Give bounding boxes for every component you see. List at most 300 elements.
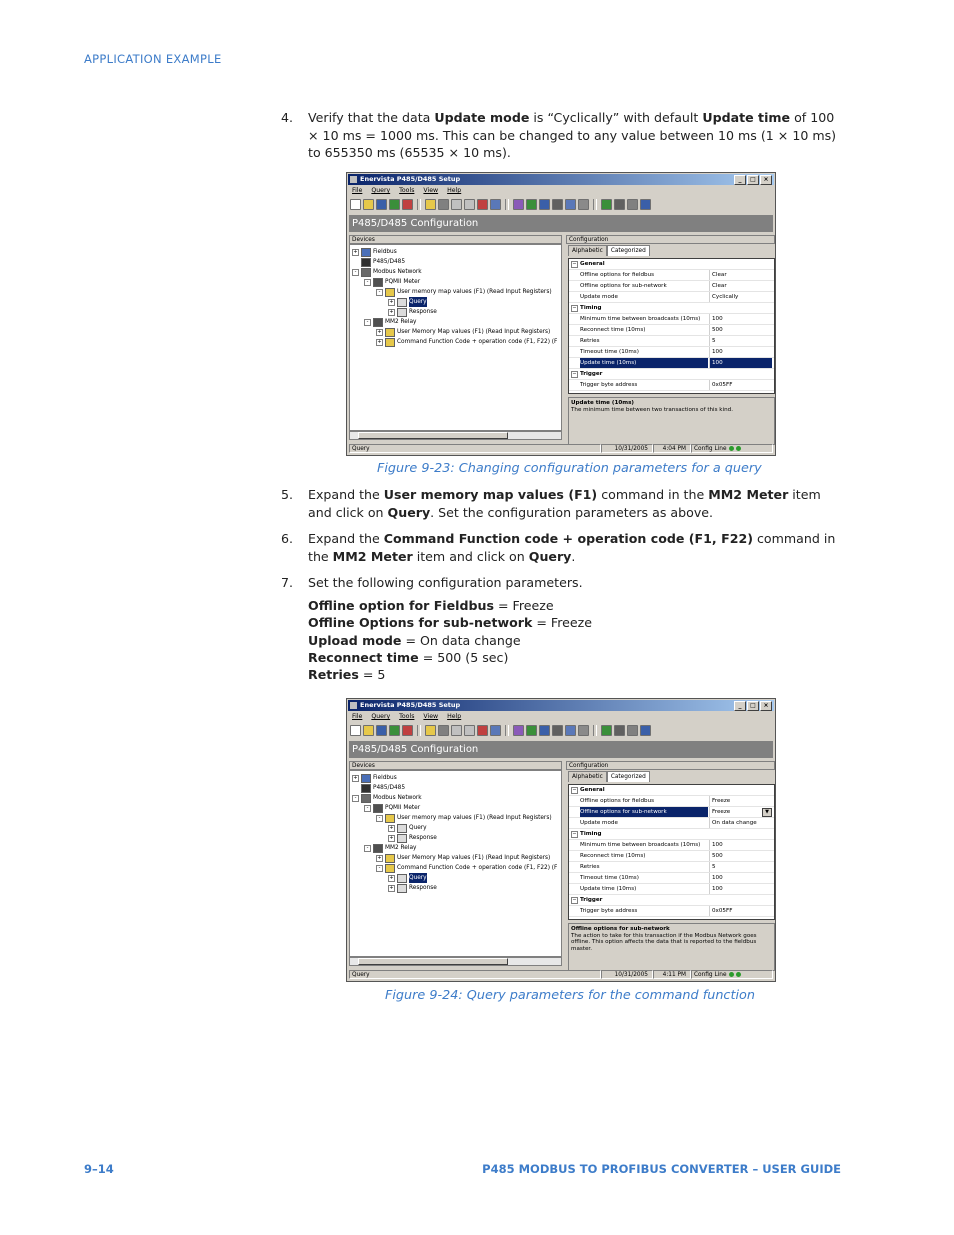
property-value[interactable]: Clear: [709, 281, 772, 291]
description-text: The action to take for this transaction if the Modbus Network goes offline. This option affects the data that is reported to the fieldbus master.: [571, 932, 757, 952]
property-value[interactable]: Clear: [709, 270, 772, 280]
page-number: 9–14: [84, 1162, 114, 1176]
envelope-icon: [397, 874, 407, 883]
collapse-icon[interactable]: −: [572, 831, 577, 837]
property-row[interactable]: [569, 380, 774, 391]
tab-categorized[interactable]: Categorized: [607, 771, 650, 782]
tree-node-label: Query: [409, 825, 427, 831]
bold-term: MM2 Meter: [708, 487, 789, 502]
property-row[interactable]: [569, 818, 774, 829]
text-run: Verify that the data: [308, 110, 435, 125]
tab-categorized[interactable]: Categorized: [607, 245, 650, 256]
envelope-icon: [397, 308, 407, 317]
network-icon: [361, 794, 371, 803]
tree-node-label: PQMII Meter: [385, 805, 421, 811]
property-row[interactable]: [569, 873, 774, 884]
toolbar-separator: [593, 725, 597, 736]
property-name: General: [580, 261, 605, 267]
step-number: 4.: [281, 110, 294, 125]
property-name: Update time (10ms): [580, 886, 637, 892]
upload-icon[interactable]: [389, 199, 400, 210]
tree-node-label: P485/D485: [373, 259, 406, 265]
delete-icon[interactable]: [477, 199, 488, 210]
property-value[interactable]: 5: [709, 336, 772, 346]
tree-node-label: User memory map values (F1) (Read Input Registers): [397, 815, 552, 821]
collapse-icon[interactable]: -: [364, 805, 371, 812]
tree-node-label: PQMII Meter: [385, 279, 421, 285]
window-icon[interactable]: [578, 199, 589, 210]
param-row: [308, 649, 592, 666]
property-name: General: [580, 787, 605, 793]
text-run: .: [571, 548, 576, 564]
bold-term: Query: [387, 504, 431, 520]
monitor-icon[interactable]: [539, 199, 550, 210]
connect-icon[interactable]: [526, 199, 537, 210]
status-date: 10/31/2005: [601, 970, 653, 979]
property-category[interactable]: [569, 259, 774, 270]
expand-icon[interactable]: +: [389, 885, 394, 891]
property-value[interactable]: Freeze: [709, 796, 772, 806]
folder-up-icon[interactable]: [425, 725, 436, 736]
tree-node-label: MM2 Relay: [385, 319, 417, 325]
tree-node-label: MM2 Relay: [385, 845, 417, 851]
status-led-icon: [736, 446, 741, 451]
filter-icon[interactable]: [614, 199, 625, 210]
collapse-icon[interactable]: −: [572, 787, 577, 793]
device-icon: [361, 784, 371, 793]
app-icon: [350, 176, 357, 183]
new-icon[interactable]: [350, 199, 361, 210]
menu-file[interactable]: File: [352, 187, 363, 194]
folder-icon: [385, 864, 395, 873]
collapse-icon[interactable]: −: [572, 305, 577, 311]
config-tabs: [568, 245, 650, 256]
tree-node-label: User Memory Map values (F1) (Read Input Registers): [397, 855, 551, 861]
text-run: Set the following configuration parameters.: [308, 575, 583, 590]
collapse-icon[interactable]: -: [376, 289, 383, 296]
scroll-thumb[interactable]: [358, 432, 508, 439]
folder-icon: [385, 288, 395, 297]
param-value: = Freeze: [532, 615, 593, 631]
property-value[interactable]: Cyclically: [709, 292, 772, 302]
window-titlebar[interactable]: [348, 700, 774, 711]
collapse-icon[interactable]: -: [352, 269, 359, 276]
menu-view[interactable]: View: [423, 187, 439, 194]
config-tabs: [568, 771, 650, 782]
horizontal-scrollbar[interactable]: [349, 957, 562, 966]
status-time: 4:11 PM: [653, 970, 691, 979]
property-row[interactable]: [569, 336, 774, 347]
monitor-icon[interactable]: [539, 725, 550, 736]
folder-icon: [385, 338, 395, 347]
property-value[interactable]: 0x05FF: [709, 906, 772, 916]
tree-node-label: Response: [409, 835, 437, 841]
expand-icon[interactable]: +: [353, 249, 358, 255]
expand-icon[interactable]: +: [377, 339, 382, 345]
param-value: = Freeze: [493, 598, 554, 613]
toolbar: [350, 724, 651, 737]
description-title: Update time (10ms): [571, 400, 634, 406]
property-description: [568, 397, 775, 445]
expand-icon[interactable]: +: [389, 875, 394, 881]
status-led-icon: [729, 972, 734, 977]
property-row[interactable]: [569, 884, 774, 895]
tree-node-label: Response: [409, 309, 437, 315]
horizontal-scrollbar[interactable]: [349, 431, 562, 440]
figure-caption: Figure 9-23: Changing configuration parameters for a query: [377, 461, 762, 476]
text-run: of 100 × 10 ms = 1000 ms. This can be changed to any value between 10 ms (1 × 10 ms) to 655350 ms (65535 × 10 ms).: [308, 110, 837, 160]
property-value[interactable]: 500: [709, 851, 772, 861]
close-button[interactable]: ×: [760, 701, 772, 711]
step-number: 6.: [281, 531, 294, 546]
bold-term: MM2 Meter: [332, 548, 413, 564]
property-row[interactable]: [569, 314, 774, 325]
property-row[interactable]: [569, 796, 774, 807]
property-grid: [568, 784, 775, 920]
property-name: Timeout time (10ms): [580, 349, 639, 355]
property-value[interactable]: 500: [709, 325, 772, 335]
status-connection: Config Line: [694, 972, 727, 978]
paste-icon[interactable]: [464, 725, 475, 736]
device-icon: [361, 258, 371, 267]
document-title: P485 MODBUS TO PROFIBUS CONVERTER – USER GUIDE: [482, 1162, 841, 1176]
property-name: Timeout time (10ms): [580, 875, 639, 881]
bold-term: Update time: [702, 110, 791, 125]
menu-view[interactable]: View: [423, 713, 439, 720]
new-icon[interactable]: [350, 725, 361, 736]
tree-node-label: Fieldbus: [373, 775, 397, 781]
property-row[interactable]: [569, 840, 774, 851]
param-row: [308, 614, 592, 631]
folder-icon: [385, 814, 395, 823]
menu-file[interactable]: File: [352, 713, 363, 720]
expand-icon[interactable]: +: [389, 825, 394, 831]
collapse-icon[interactable]: -: [364, 845, 371, 852]
node-icon: [373, 278, 383, 287]
tree-node-label: Response: [409, 885, 437, 891]
window-titlebar[interactable]: [348, 174, 774, 185]
fieldbus-icon: [361, 774, 371, 783]
status-time: 4:04 PM: [653, 444, 691, 453]
collapse-icon[interactable]: -: [352, 795, 359, 802]
text-run: . Set the configuration parameters as above.: [430, 504, 714, 520]
menu-bar: [350, 712, 461, 722]
envelope-icon: [397, 884, 407, 893]
property-row[interactable]: [569, 270, 774, 281]
property-row[interactable]: [569, 347, 774, 358]
toolbar-separator: [417, 199, 421, 210]
copy-icon[interactable]: [451, 199, 462, 210]
param-name: Offline option for Fieldbus: [308, 598, 494, 613]
step-text: [308, 486, 842, 521]
menu-tools[interactable]: Tools: [399, 713, 415, 720]
property-category[interactable]: [569, 895, 774, 906]
status-led-icon: [729, 446, 734, 451]
tree-node-label: Query: [409, 875, 427, 881]
expand-icon[interactable]: +: [377, 329, 382, 335]
insert-icon[interactable]: [490, 725, 501, 736]
property-name: Reconnect time (10ms): [580, 327, 646, 333]
fieldbus-icon: [361, 248, 371, 257]
param-row: [308, 597, 592, 614]
help-icon[interactable]: [640, 199, 651, 210]
status-mode: Query: [349, 970, 601, 979]
property-value[interactable]: Freeze: [709, 807, 772, 817]
property-name: Minimum time between broadcasts (10ms): [580, 316, 701, 322]
app-icon: [350, 702, 357, 709]
property-name: Offline options for sub-network: [580, 807, 708, 817]
property-name: Update mode: [580, 294, 618, 300]
property-row[interactable]: [569, 906, 774, 917]
status-led-icon: [736, 972, 741, 977]
collapse-icon[interactable]: −: [572, 261, 577, 267]
menu-query[interactable]: Query: [371, 713, 391, 720]
property-value[interactable]: 100: [709, 840, 772, 850]
param-value: = On data change: [401, 632, 521, 648]
tree-node-label: Modbus Network: [373, 795, 422, 801]
step-text: [308, 530, 842, 565]
property-name: Offline options for sub-network: [580, 283, 667, 289]
tree-node-label: Fieldbus: [373, 249, 397, 255]
tab-alphabetic[interactable]: Alphabetic: [568, 245, 607, 256]
property-name: Trigger byte address: [580, 908, 638, 914]
property-name: Update mode: [580, 820, 618, 826]
tree-node-label: Command Function Code + operation code (F1, F22) (F: [397, 865, 558, 871]
configuration-header: Configuration: [566, 761, 775, 770]
upload-icon[interactable]: [389, 725, 400, 736]
text-run: item and click on: [308, 487, 821, 520]
envelope-icon: [397, 824, 407, 833]
property-name: Retries: [580, 864, 600, 870]
collapse-icon[interactable]: -: [364, 279, 371, 286]
tree-node-label: P485/D485: [373, 785, 406, 791]
screen-icon[interactable]: [565, 199, 576, 210]
cut-icon[interactable]: [438, 725, 449, 736]
cut-icon[interactable]: [438, 199, 449, 210]
tab-alphabetic[interactable]: Alphabetic: [568, 771, 607, 782]
scroll-thumb[interactable]: [358, 958, 508, 965]
arrow-icon[interactable]: [601, 725, 612, 736]
expand-icon[interactable]: +: [389, 309, 394, 315]
envelope-icon: [397, 834, 407, 843]
property-value[interactable]: 100: [709, 314, 772, 324]
connect-icon[interactable]: [526, 725, 537, 736]
param-value: = 500 (5 sec): [418, 649, 509, 665]
property-value[interactable]: 5: [709, 862, 772, 872]
status-connection: Config Line: [694, 446, 727, 452]
step-number: 5.: [281, 487, 294, 502]
property-description: [568, 923, 775, 971]
maximize-button[interactable]: □: [747, 701, 759, 711]
download-icon[interactable]: [402, 725, 413, 736]
param-row: [308, 632, 592, 649]
property-grid: [568, 258, 775, 394]
property-value[interactable]: 100: [709, 873, 772, 883]
property-row[interactable]: [569, 281, 774, 292]
property-value[interactable]: On data change: [709, 818, 772, 828]
property-name: Timing: [580, 305, 602, 311]
property-value[interactable]: 100: [709, 358, 772, 368]
property-row[interactable]: [569, 358, 774, 369]
tree-node-label: Modbus Network: [373, 269, 422, 275]
property-row[interactable]: [569, 851, 774, 862]
folder-icon: [385, 328, 395, 337]
screenshot-fig-9-23: [346, 172, 776, 456]
property-value[interactable]: 100: [709, 347, 772, 357]
menu-tools[interactable]: Tools: [399, 187, 415, 194]
tree-node-label: Command Function Code + operation code (F1, F22) (F: [397, 339, 558, 345]
property-name: Retries: [580, 338, 600, 344]
window-title: Enervista P485/D485 Setup: [360, 175, 461, 183]
property-name: Offline options for fieldbus: [580, 272, 655, 278]
network-icon: [361, 268, 371, 277]
minimize-button[interactable]: _: [734, 701, 746, 711]
property-value[interactable]: 0x05FF: [709, 380, 772, 390]
device-tree: [349, 770, 562, 957]
screen-icon[interactable]: [565, 725, 576, 736]
node-icon: [373, 844, 383, 853]
status-bar: [349, 970, 773, 979]
step-text: [308, 574, 842, 592]
maximize-button[interactable]: □: [747, 175, 759, 185]
tool-icon[interactable]: [627, 725, 638, 736]
screenshot-fig-9-24: [346, 698, 776, 982]
delete-icon[interactable]: [477, 725, 488, 736]
property-row[interactable]: [569, 292, 774, 303]
property-name: Offline options for fieldbus: [580, 798, 655, 804]
param-name: Retries: [308, 667, 359, 683]
bold-term: Command Function code + operation code (F1, F22): [383, 531, 753, 546]
property-name: Reconnect time (10ms): [580, 853, 646, 859]
node-icon: [373, 804, 383, 813]
property-name: Minimum time between broadcasts (10ms): [580, 842, 701, 848]
status-mode: Query: [349, 444, 601, 453]
param-value: = 5: [358, 667, 386, 683]
bold-term: Update mode: [434, 110, 530, 125]
toolbar-separator: [505, 199, 509, 210]
collapse-icon[interactable]: −: [572, 371, 577, 377]
filter-icon[interactable]: [614, 725, 625, 736]
text-run: is “Cyclically” with default: [529, 110, 703, 125]
menu-bar: [350, 186, 461, 196]
expand-icon[interactable]: +: [377, 855, 382, 861]
save-icon[interactable]: [376, 199, 387, 210]
config-banner: P485/D485 Configuration: [349, 741, 773, 758]
window-title: Enervista P485/D485 Setup: [360, 701, 461, 709]
collapse-icon[interactable]: -: [364, 319, 371, 326]
description-title: Offline options for sub-network: [571, 926, 670, 932]
property-category[interactable]: [569, 785, 774, 796]
status-bar: [349, 444, 773, 453]
property-category[interactable]: [569, 303, 774, 314]
collapse-icon[interactable]: -: [376, 865, 383, 872]
print-icon[interactable]: [552, 725, 563, 736]
dropdown-arrow-icon[interactable]: ▼: [762, 808, 772, 817]
folder-icon: [385, 854, 395, 863]
paste-icon[interactable]: [464, 199, 475, 210]
minimize-button[interactable]: _: [734, 175, 746, 185]
page-header: APPLICATION EXAMPLE: [84, 52, 222, 66]
save-icon[interactable]: [376, 725, 387, 736]
open-icon[interactable]: [363, 199, 374, 210]
property-name: Trigger: [580, 371, 603, 377]
status-date: 10/31/2005: [601, 444, 653, 453]
property-name: Update time (10ms): [580, 358, 708, 368]
device-tree: [349, 244, 562, 431]
close-button[interactable]: ×: [760, 175, 772, 185]
property-row[interactable]: [569, 807, 774, 818]
property-row[interactable]: [569, 862, 774, 873]
collapse-icon[interactable]: −: [572, 897, 577, 903]
download-icon[interactable]: [402, 199, 413, 210]
expand-icon[interactable]: +: [389, 299, 394, 305]
property-category[interactable]: [569, 369, 774, 380]
param-row: [308, 666, 592, 683]
param-name: Reconnect time: [308, 649, 419, 665]
menu-query[interactable]: Query: [371, 187, 391, 194]
property-name: Trigger: [580, 897, 603, 903]
text-run: item and click on: [412, 548, 529, 564]
toolbar-separator: [593, 199, 597, 210]
print-icon[interactable]: [552, 199, 563, 210]
step-text: [308, 109, 842, 162]
text-run: command in the: [308, 531, 836, 564]
tree-node-label: User memory map values (F1) (Read Input Registers): [397, 289, 552, 295]
parameter-list: [308, 597, 592, 683]
devices-header: Devices: [349, 761, 562, 770]
param-name: Upload mode: [308, 632, 402, 648]
bold-term: User memory map values (F1): [383, 487, 598, 502]
toolbar-separator: [505, 725, 509, 736]
help-icon[interactable]: [640, 725, 651, 736]
expand-icon[interactable]: +: [353, 775, 358, 781]
wand-icon[interactable]: [513, 725, 524, 736]
property-name: Timing: [580, 831, 602, 837]
collapse-icon[interactable]: -: [376, 815, 383, 822]
property-category[interactable]: [569, 829, 774, 840]
menu-help[interactable]: Help: [447, 713, 462, 720]
description-text: The minimum time between two transactions of this kind.: [571, 406, 733, 413]
tool-icon[interactable]: [627, 199, 638, 210]
window-icon[interactable]: [578, 725, 589, 736]
toolbar-separator: [417, 725, 421, 736]
param-name: Offline Options for sub-network: [308, 615, 533, 631]
node-icon: [373, 318, 383, 327]
expand-icon[interactable]: +: [389, 835, 394, 841]
devices-header: Devices: [349, 235, 562, 244]
tree-node-label: User Memory Map values (F1) (Read Input Registers): [397, 329, 551, 335]
copy-icon[interactable]: [451, 725, 462, 736]
text-run: Expand the: [308, 531, 384, 546]
figure-caption: Figure 9-24: Query parameters for the command function: [385, 988, 755, 1003]
text-run: command in the: [597, 487, 709, 502]
property-value[interactable]: 100: [709, 884, 772, 894]
text-run: Expand the: [308, 487, 384, 502]
bold-term: Query: [528, 548, 572, 564]
arrow-icon[interactable]: [601, 199, 612, 210]
property-row[interactable]: [569, 325, 774, 336]
property-name: Trigger byte address: [580, 382, 638, 388]
configuration-header: Configuration: [566, 235, 775, 244]
toolbar: [350, 198, 651, 211]
folder-up-icon[interactable]: [425, 199, 436, 210]
menu-help[interactable]: Help: [447, 187, 462, 194]
insert-icon[interactable]: [490, 199, 501, 210]
tree-node-label: Query: [409, 299, 427, 305]
open-icon[interactable]: [363, 725, 374, 736]
wand-icon[interactable]: [513, 199, 524, 210]
config-banner: P485/D485 Configuration: [349, 215, 773, 232]
